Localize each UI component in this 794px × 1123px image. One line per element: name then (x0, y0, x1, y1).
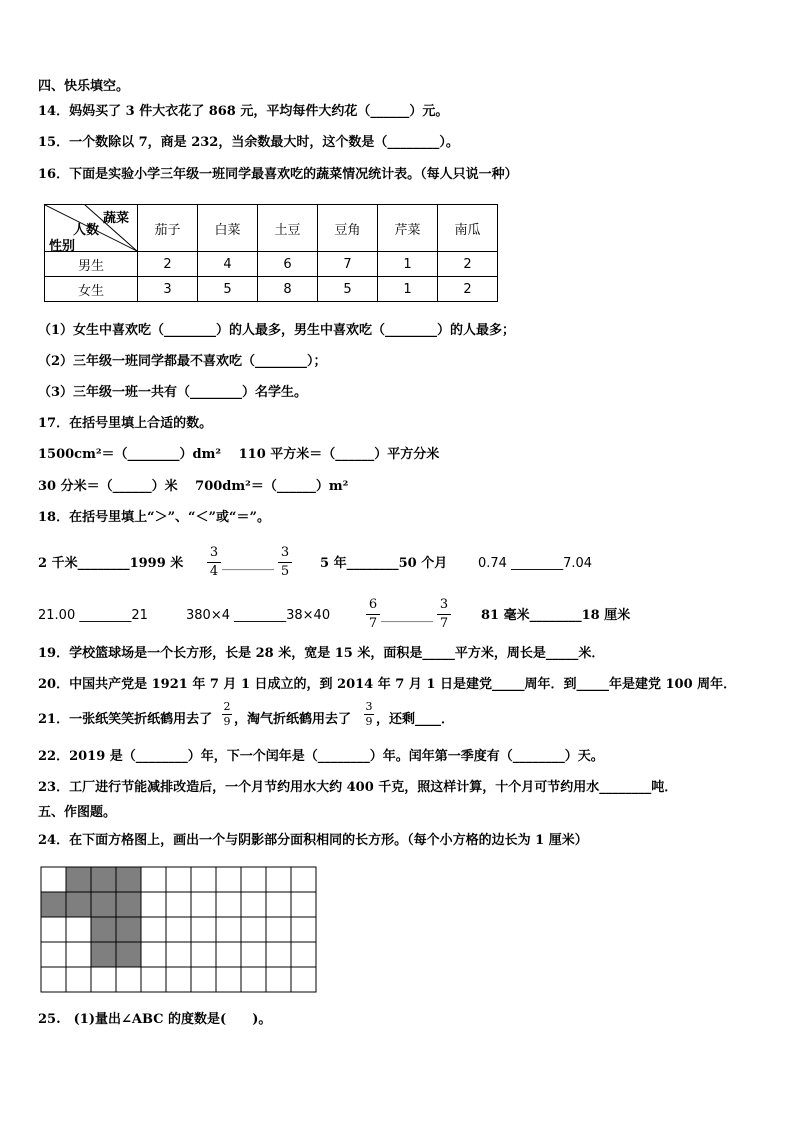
fraction-3-5 (278, 545, 292, 580)
fraction-bar (366, 614, 380, 615)
shaded-grid-cell (91, 942, 116, 967)
corner-label-count: 人数 (73, 223, 100, 238)
fraction-6-7 (366, 597, 380, 632)
question-21-part-a: 21．一张纸笑笑折纸鹤用去了 (38, 712, 213, 727)
grid-cell (216, 967, 241, 992)
fraction-3-7 (437, 597, 451, 632)
question-20: 20．中国共产党是 1921 年 7 月 1 日成立的，到 2014 年 7 月 1 日是建党_____周年．到_____年是建党 100 周年． (38, 677, 737, 692)
grid-cell (241, 942, 266, 967)
column-header: 豆角 (318, 205, 378, 252)
shaded-grid-cell (91, 867, 116, 892)
question-25: 25. (1)量出∠ABC 的度数是( )。 (38, 1012, 272, 1027)
table-cell: 6 (258, 252, 318, 277)
grid-cell (216, 892, 241, 917)
question-16-part-3: （3）三年级一班一共有（________）名学生。 (38, 385, 308, 400)
grid-cell (66, 917, 91, 942)
table-cell: 5 (198, 277, 258, 302)
grid-cell (241, 967, 266, 992)
fraction-2-9 (222, 701, 232, 728)
question-21-part-b: ，淘气折纸鹤用去了 (234, 712, 352, 727)
shaded-grid-cell (116, 942, 141, 967)
grid-cell (41, 917, 66, 942)
grid-cell (216, 867, 241, 892)
grid-cell (141, 967, 166, 992)
compare-item-e: 21.00 ________21 (38, 608, 148, 623)
grid-cell (166, 967, 191, 992)
grid-cell (41, 967, 66, 992)
grid-cell (141, 917, 166, 942)
compare-item-f: 380×4 ________38×40 (186, 608, 331, 623)
fraction-numerator: 3 (280, 545, 290, 560)
table-cell: 8 (258, 277, 318, 302)
grid-cell (291, 967, 316, 992)
compare-item-a: 2 千米________1999 米 (38, 556, 184, 571)
question-22: 22．2019 是（________）年，下一个闰年是（________）年。闰年第一季度有（________）天。 (38, 749, 604, 764)
row-label: 女生 (45, 277, 138, 302)
row-label: 男生 (45, 252, 138, 277)
grid-cell (266, 917, 291, 942)
fraction-numerator: 6 (368, 597, 378, 612)
shaded-grid-cell (91, 892, 116, 917)
shaded-grid-cell (91, 917, 116, 942)
grid-cell (41, 942, 66, 967)
question-16: 16．下面是实验小学三年级一班同学最喜欢吃的蔬菜情况统计表。（每人只说一种） (38, 167, 518, 182)
table-cell: 1 (378, 277, 438, 302)
fraction-denominator: 9 (223, 715, 231, 728)
question-17-line-a: 1500cm²＝（________）dm² 110 平方米＝（______）平方分米 (38, 447, 440, 462)
compare-item-d: 0.74 ________7.04 (478, 556, 593, 571)
grid-cell (241, 867, 266, 892)
question-23: 23．工厂进行节能减排改造后，一个月节约用水大约 400 千克，照这样计算，十个月可节约用水________吨． (38, 780, 678, 795)
shaded-grid-cell (116, 892, 141, 917)
grid-cell (166, 942, 191, 967)
fraction-bar (278, 562, 292, 563)
grid-cell (291, 917, 316, 942)
fraction-numerator: 3 (365, 700, 373, 713)
fraction-numerator: 2 (223, 700, 231, 713)
table-cell: 4 (198, 252, 258, 277)
question-24: 24．在下面方格图上，画出一个与阴影部分面积相同的长方形。（每个小方格的边长为 1 厘米） (38, 833, 588, 848)
grid-cell (116, 967, 141, 992)
question-21-part-c: ，还剩____． (376, 712, 455, 727)
grid-cell (191, 867, 216, 892)
table-cell: 2 (438, 252, 498, 277)
grid-cell (266, 967, 291, 992)
fraction-bar (207, 562, 221, 563)
grid-cell (266, 942, 291, 967)
square-grid (40, 866, 318, 994)
fraction-denominator: 7 (368, 616, 378, 631)
fraction-denominator: 7 (439, 616, 449, 631)
grid-cell (191, 917, 216, 942)
column-header: 白菜 (198, 205, 258, 252)
column-header: 土豆 (258, 205, 318, 252)
grid-cell (191, 967, 216, 992)
grid-cell (241, 892, 266, 917)
compare-item-h: 81 毫米________18 厘米 (481, 608, 631, 623)
grid-cell (166, 917, 191, 942)
question-14: 14．妈妈买了 3 件大衣花了 868 元，平均每件大约花（______）元。 (38, 104, 449, 119)
question-16-part-1: （1）女生中喜欢吃（________）的人最多，男生中喜欢吃（________）的人最多； (38, 323, 516, 338)
corner-label-vegetable: 蔬菜 (103, 211, 130, 226)
table-cell: 7 (318, 252, 378, 277)
grid-cell (166, 867, 191, 892)
shaded-grid-cell (41, 892, 66, 917)
shaded-grid-cell (116, 917, 141, 942)
question-17-line-b: 30 分米＝（______）米 700dm²＝（______）m² (38, 479, 349, 494)
grid-cell (191, 892, 216, 917)
compare-blank-g: ________ (381, 608, 433, 623)
table-cell: 1 (378, 252, 438, 277)
corner-label-gender: 性别 (49, 239, 76, 254)
column-header: 南瓜 (438, 205, 498, 252)
grid-cell (291, 942, 316, 967)
grid-cell (91, 967, 116, 992)
shaded-grid-cell (116, 867, 141, 892)
section-heading-4: 四、快乐填空。 (38, 79, 130, 94)
grid-cell (291, 892, 316, 917)
compare-item-c: 5 年________50 个月 (320, 556, 448, 571)
table-row (45, 252, 498, 277)
question-15: 15．一个数除以 7，商是 232，当余数最大时，这个数是（________）。 (38, 135, 459, 150)
fraction-numerator: 3 (439, 597, 449, 612)
grid-cell (266, 892, 291, 917)
table-corner-cell (45, 205, 138, 252)
grid-cell (266, 867, 291, 892)
fraction-denominator: 4 (209, 564, 219, 579)
grid-cell (141, 942, 166, 967)
fraction-bar (437, 614, 451, 615)
fraction-numerator: 3 (209, 545, 219, 560)
fraction-3-9 (364, 701, 374, 728)
grid-cell (66, 942, 91, 967)
grid-cell (216, 942, 241, 967)
fraction-denominator: 5 (280, 564, 290, 579)
table-cell: 3 (138, 277, 198, 302)
fraction-3-4 (207, 545, 221, 580)
compare-blank-b: ________ (222, 556, 274, 571)
grid-cell (291, 867, 316, 892)
table-cell: 2 (138, 252, 198, 277)
table-cell: 5 (318, 277, 378, 302)
column-header: 芹菜 (378, 205, 438, 252)
vegetable-stats-table (44, 204, 498, 302)
question-18: 18．在括号里填上“＞”、“＜”或“＝”。 (38, 510, 270, 525)
grid-cell (241, 917, 266, 942)
grid-cell (191, 942, 216, 967)
shaded-grid-cell (66, 892, 91, 917)
fraction-denominator: 9 (365, 715, 373, 728)
table-row (45, 277, 498, 302)
grid-cell (166, 892, 191, 917)
shaded-grid-cell (66, 867, 91, 892)
question-19: 19．学校篮球场是一个长方形，长是 28 米，宽是 15 米，面积是_____平方米，周长是_____米． (38, 646, 605, 661)
section-heading-5: 五、作图题。 (38, 805, 117, 820)
grid-cell (141, 892, 166, 917)
table-cell: 2 (438, 277, 498, 302)
question-16-part-2: （2）三年级一班同学都最不喜欢吃（________）； (38, 354, 327, 369)
question-17: 17．在括号里填上合适的数。 (38, 416, 213, 431)
column-header: 茄子 (138, 205, 198, 252)
grid-cell (216, 917, 241, 942)
grid-cell (41, 867, 66, 892)
grid-cell (66, 967, 91, 992)
grid-cell (141, 867, 166, 892)
